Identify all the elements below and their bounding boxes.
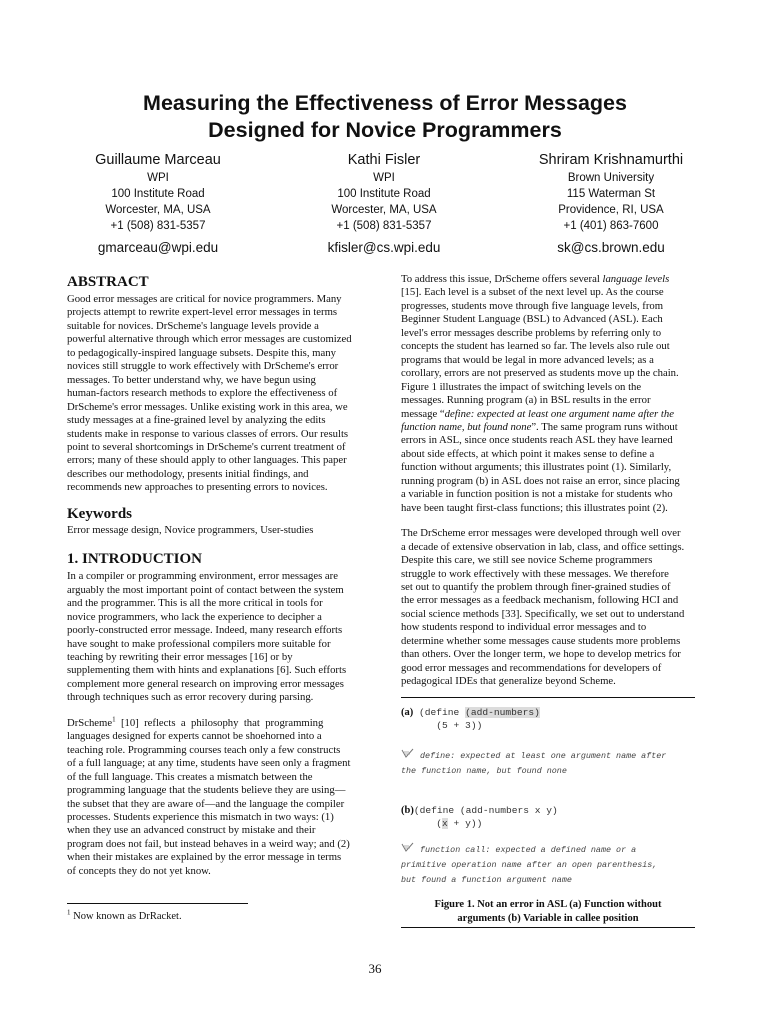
introduction-heading: 1. INTRODUCTION <box>67 551 203 568</box>
author-phone: +1 (401) 863-7600 <box>563 220 659 232</box>
author-city: Providence, RI, USA <box>558 204 664 216</box>
figure-1 <box>401 697 695 928</box>
author-email[interactable]: sk@cs.brown.edu <box>557 240 665 255</box>
author-email[interactable]: gmarceau@wpi.edu <box>97 240 219 255</box>
author-street: 100 Institute Road <box>111 188 205 200</box>
highlighted-expression: (add-numbers) <box>465 707 540 718</box>
author-affiliation: WPI <box>147 172 169 184</box>
program-b: (b)(define (add-numbers x y) (x + y)) <box>401 805 558 829</box>
right-paragraph-2: The DrScheme error messages were developed through well over a decade of extensive observation in lab, class, and office settings. Despite this care, we still see novice Scheme programmers struggle to work effectively with these messages. We therefore set out to quantify the problem through finer-grained studies of the error messages as a feedback mechanism, following HCI and social science methods [33]. Specifically, we set out to understand how students respond to individual error messages and to determine whether some messages cause students more problems than others. Over the longer term, we hope to develop metrics for good error messages and recommendations for developers of pedagogical IDEs that generalize beyond Scheme. <box>401 527 685 688</box>
footnote: $^1$ Now known as DrRacket. <box>67 908 182 922</box>
author-street: 115 Waterman St <box>566 188 656 200</box>
right-column <box>401 273 703 689</box>
author-phone: +1 (508) 831-5357 <box>336 220 432 232</box>
figure-bottom-rule <box>401 927 695 928</box>
author-email[interactable]: kfisler@cs.wpi.edu <box>327 240 441 255</box>
title-line-2: Designed for Novice Programmers <box>208 118 562 142</box>
abstract-heading: ABSTRACT <box>67 274 149 290</box>
right-paragraph-1: To address this issue, DrScheme offers several language levels [15]. Each level is a subset of the next level up. As the course progresses, students move through five language levels, from Beginner Student Language (BSL) to Advanced (ASL). Each level's error messages describe problems by referring only to concepts the student has learned so far. The levels also rule out programs that would be legal in more advanced levels; as a corollary, errors are not preserved as students move up the chain. Figure 1 illustrates the impact of switching levels on the messages. Running program (a) in BSL results in the error message “define: expected at least one argument name after the function name, but found none”. The same program runs without errors in ASL, since once students reach ASL they have learned about side effects, at which point it makes sense to define a function without arguments; this illustrates point (1). Similarly, running program (b) in ASL does not raise an error, since placing a variable in function position is not a mistake for students who have been taught first-class functions; this illustrates point (2). <box>401 273 680 514</box>
error-message-a: define: expected at least one argument name after the function name, but found none <box>401 748 695 779</box>
error-message-b: function call: expected a defined name or a primitive operation name after an open parenthesis, but found a function argument name <box>401 842 695 888</box>
author-name: Kathi Fisler <box>347 152 421 168</box>
author-name: Guillaume Marceau <box>95 152 221 168</box>
left-column <box>67 273 369 878</box>
author-city: Worcester, MA, USA <box>331 204 437 216</box>
keywords-text: Error message design, Novice programmers, User-studies <box>67 523 314 536</box>
author-2 <box>274 151 494 257</box>
author-affiliation: Brown University <box>567 172 655 184</box>
author-name: Shriram Krishnamurthi <box>538 152 684 168</box>
introduction-paragraph-2: DrScheme$^1$ [10] reflects a philosophy that programming languages designed for experts cannot be shoehorned into a teaching role. Programming courses teach only a few constructs of a full language; at any time, students have seen only a fragment of the full language. This creates a mismatch between the programming language that the students believe they are using— the subset that they are aware of—and the language the compiler processes. Students experience this mismatch in two ways: (1) when they use an advanced construct by mistake and their program does not fail, but instead behaves in a weird way; and (2) when their mistakes are explained by the error message in terms of concepts they do not yet know. <box>67 715 351 877</box>
highlighted-variable: x <box>442 817 448 829</box>
author-1 <box>48 151 268 257</box>
keywords-heading: Keywords <box>67 505 132 522</box>
paper-title <box>60 90 710 144</box>
author-street: 100 Institute Road <box>337 188 431 200</box>
author-3 <box>501 151 721 257</box>
page-number: 36 <box>368 961 382 976</box>
abstract-text: Good error messages are critical for novice programmers. Many projects attempt to rewrite expert-level error messages in terms suitable for novices. DrScheme's language levels provide a powerful alternative through which error messages are customized to pedagogically-inspired language subsets. Despite this, many novices still struggle to work effectively with DrScheme's error messages. To better understand why, we have begun using human-factors research methods to explore the effectiveness of DrScheme's error messages. Unlike existing work in this area, we study messages at a fine-grained level by analyzing the edits students make in response to various classes of errors. Our results point to several shortcomings in DrScheme's current treatment of errors; many of these should apply to other languages. This paper describes our methodology, presents initial findings, and recommends new approaches to presenting errors to novices. <box>67 293 352 494</box>
figure-caption: Figure 1. Not an error in ASL (a) Function without arguments (b) Variable in callee position <box>434 899 662 924</box>
program-a-label: (a) <box>401 707 414 718</box>
footnote-marker[interactable]: 1 <box>112 715 116 724</box>
author-city: Worcester, MA, USA <box>105 204 211 216</box>
author-phone: +1 (508) 831-5357 <box>110 220 206 232</box>
error-message-icon <box>401 842 415 853</box>
figure-top-rule <box>401 697 695 698</box>
footnote-rule <box>67 903 248 904</box>
author-affiliation: WPI <box>373 172 395 184</box>
error-message-icon <box>401 748 415 759</box>
program-b-label: (b) <box>401 805 414 817</box>
introduction-paragraph-1: In a compiler or programming environment, error messages are arguably the most important point of contact between the system and the programmer. This is all the more critical in tools for novice programmers, who lack the experience to decipher a poorly-constructed error message. Indeed, many research efforts have sought to make professional compilers more suitable for teaching by rewriting their error messages [16] or by supplementing them with hints and explanations [6]. Such efforts complement more general research on improving error messages through techniques such as error recovery during parsing. <box>67 570 347 704</box>
title-line-1: Measuring the Effectiveness of Error Messages <box>143 91 627 115</box>
program-a: (a) (define (add-numbers) (5 + 3)) <box>401 707 540 731</box>
